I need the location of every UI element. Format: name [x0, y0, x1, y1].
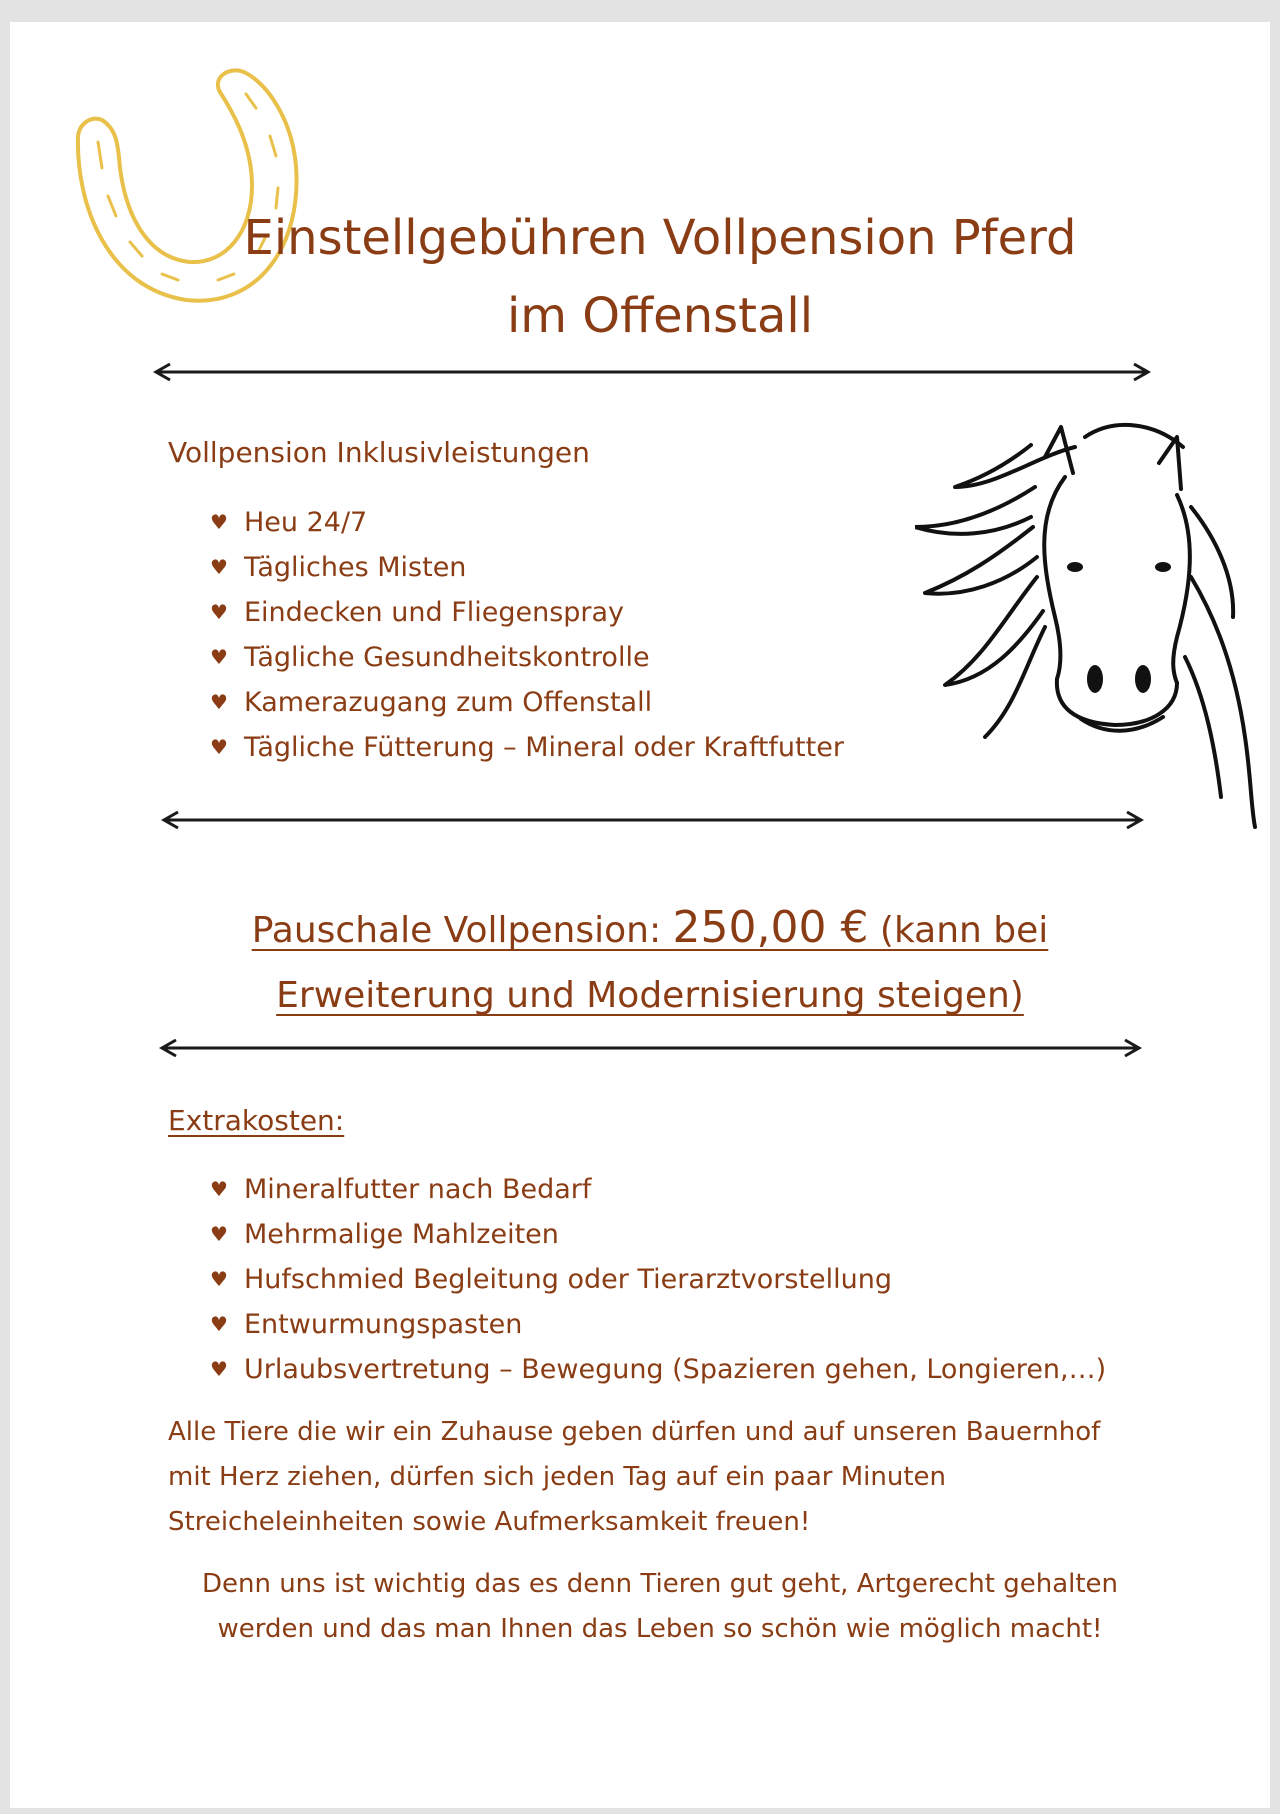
list-item: ♥ Hufschmied Begleitung oder Tierarztvorstellung [210, 1257, 1106, 1302]
price-line-2: Erweiterung und Modernisierung steigen) [276, 975, 1024, 1016]
list-item: ♥ Tägliches Misten [210, 545, 844, 590]
horse-head-illustration [915, 417, 1260, 837]
list-item: ♥ Mineralfutter nach Bedarf [210, 1167, 1106, 1212]
price-label: Pauschale Vollpension: [251, 910, 673, 951]
included-list [210, 500, 844, 770]
list-item: ♥ Urlaubsvertretung – Bewegung (Spazieren gehen, Longieren,…) [210, 1347, 1106, 1392]
heart-bullet-icon: ♥ [210, 1312, 228, 1336]
list-item: ♥ Heu 24/7 [210, 500, 844, 545]
heart-bullet-icon: ♥ [210, 645, 228, 669]
heart-bullet-icon: ♥ [210, 1222, 228, 1246]
list-item: ♥ Tägliche Gesundheitskontrolle [210, 635, 844, 680]
list-item: ♥ Tägliche Fütterung – Mineral oder Kraftfutter [210, 725, 844, 770]
heart-bullet-icon: ♥ [210, 510, 228, 534]
page-title-line-1: Einstellgebühren Vollpension Pferd [243, 210, 1077, 266]
price-amount: 250,00 € [672, 902, 869, 953]
price-note: (kann bei [868, 910, 1049, 951]
heart-bullet-icon: ♥ [210, 690, 228, 714]
list-item: ♥ Kamerazugang zum Offenstall [210, 680, 844, 725]
extras-heading: Extrakosten: [168, 1104, 345, 1137]
list-item: ♥ Mehrmalige Mahlzeiten [210, 1212, 1106, 1257]
heart-bullet-icon: ♥ [210, 735, 228, 759]
heart-bullet-icon: ♥ [210, 600, 228, 624]
heart-bullet-icon: ♥ [210, 555, 228, 579]
extras-list [210, 1167, 1106, 1392]
page-title-line-2: im Offenstall [506, 288, 814, 344]
included-heading: Vollpension Inklusivleistungen [168, 436, 590, 469]
list-item: ♥ Eindecken und Fliegenspray [210, 590, 844, 635]
double-arrow-divider [152, 362, 1152, 382]
heart-bullet-icon: ♥ [210, 1177, 228, 1201]
double-arrow-divider [158, 1038, 1143, 1058]
price-line-1 [150, 900, 1150, 959]
list-item: ♥ Entwurmungspasten [210, 1302, 1106, 1347]
closing-paragraph-1: Alle Tiere die wir ein Zuhause geben dürfen und auf unseren Bauernhof mit Herz ziehen, dürfen sich jeden Tag auf ein paar Minuten Streicheleinheiten sowie Aufmerksamkeit freuen! [168, 1417, 1101, 1537]
heart-bullet-icon: ♥ [210, 1357, 228, 1381]
double-arrow-divider [160, 810, 1145, 830]
closing-paragraph-2: Denn uns ist wichtig das es denn Tieren gut geht, Artgerecht gehalten werden und das man Ihnen das Leben so schön wie möglich macht! [201, 1569, 1119, 1644]
document-page [10, 22, 1270, 1808]
heart-bullet-icon: ♥ [210, 1267, 228, 1291]
